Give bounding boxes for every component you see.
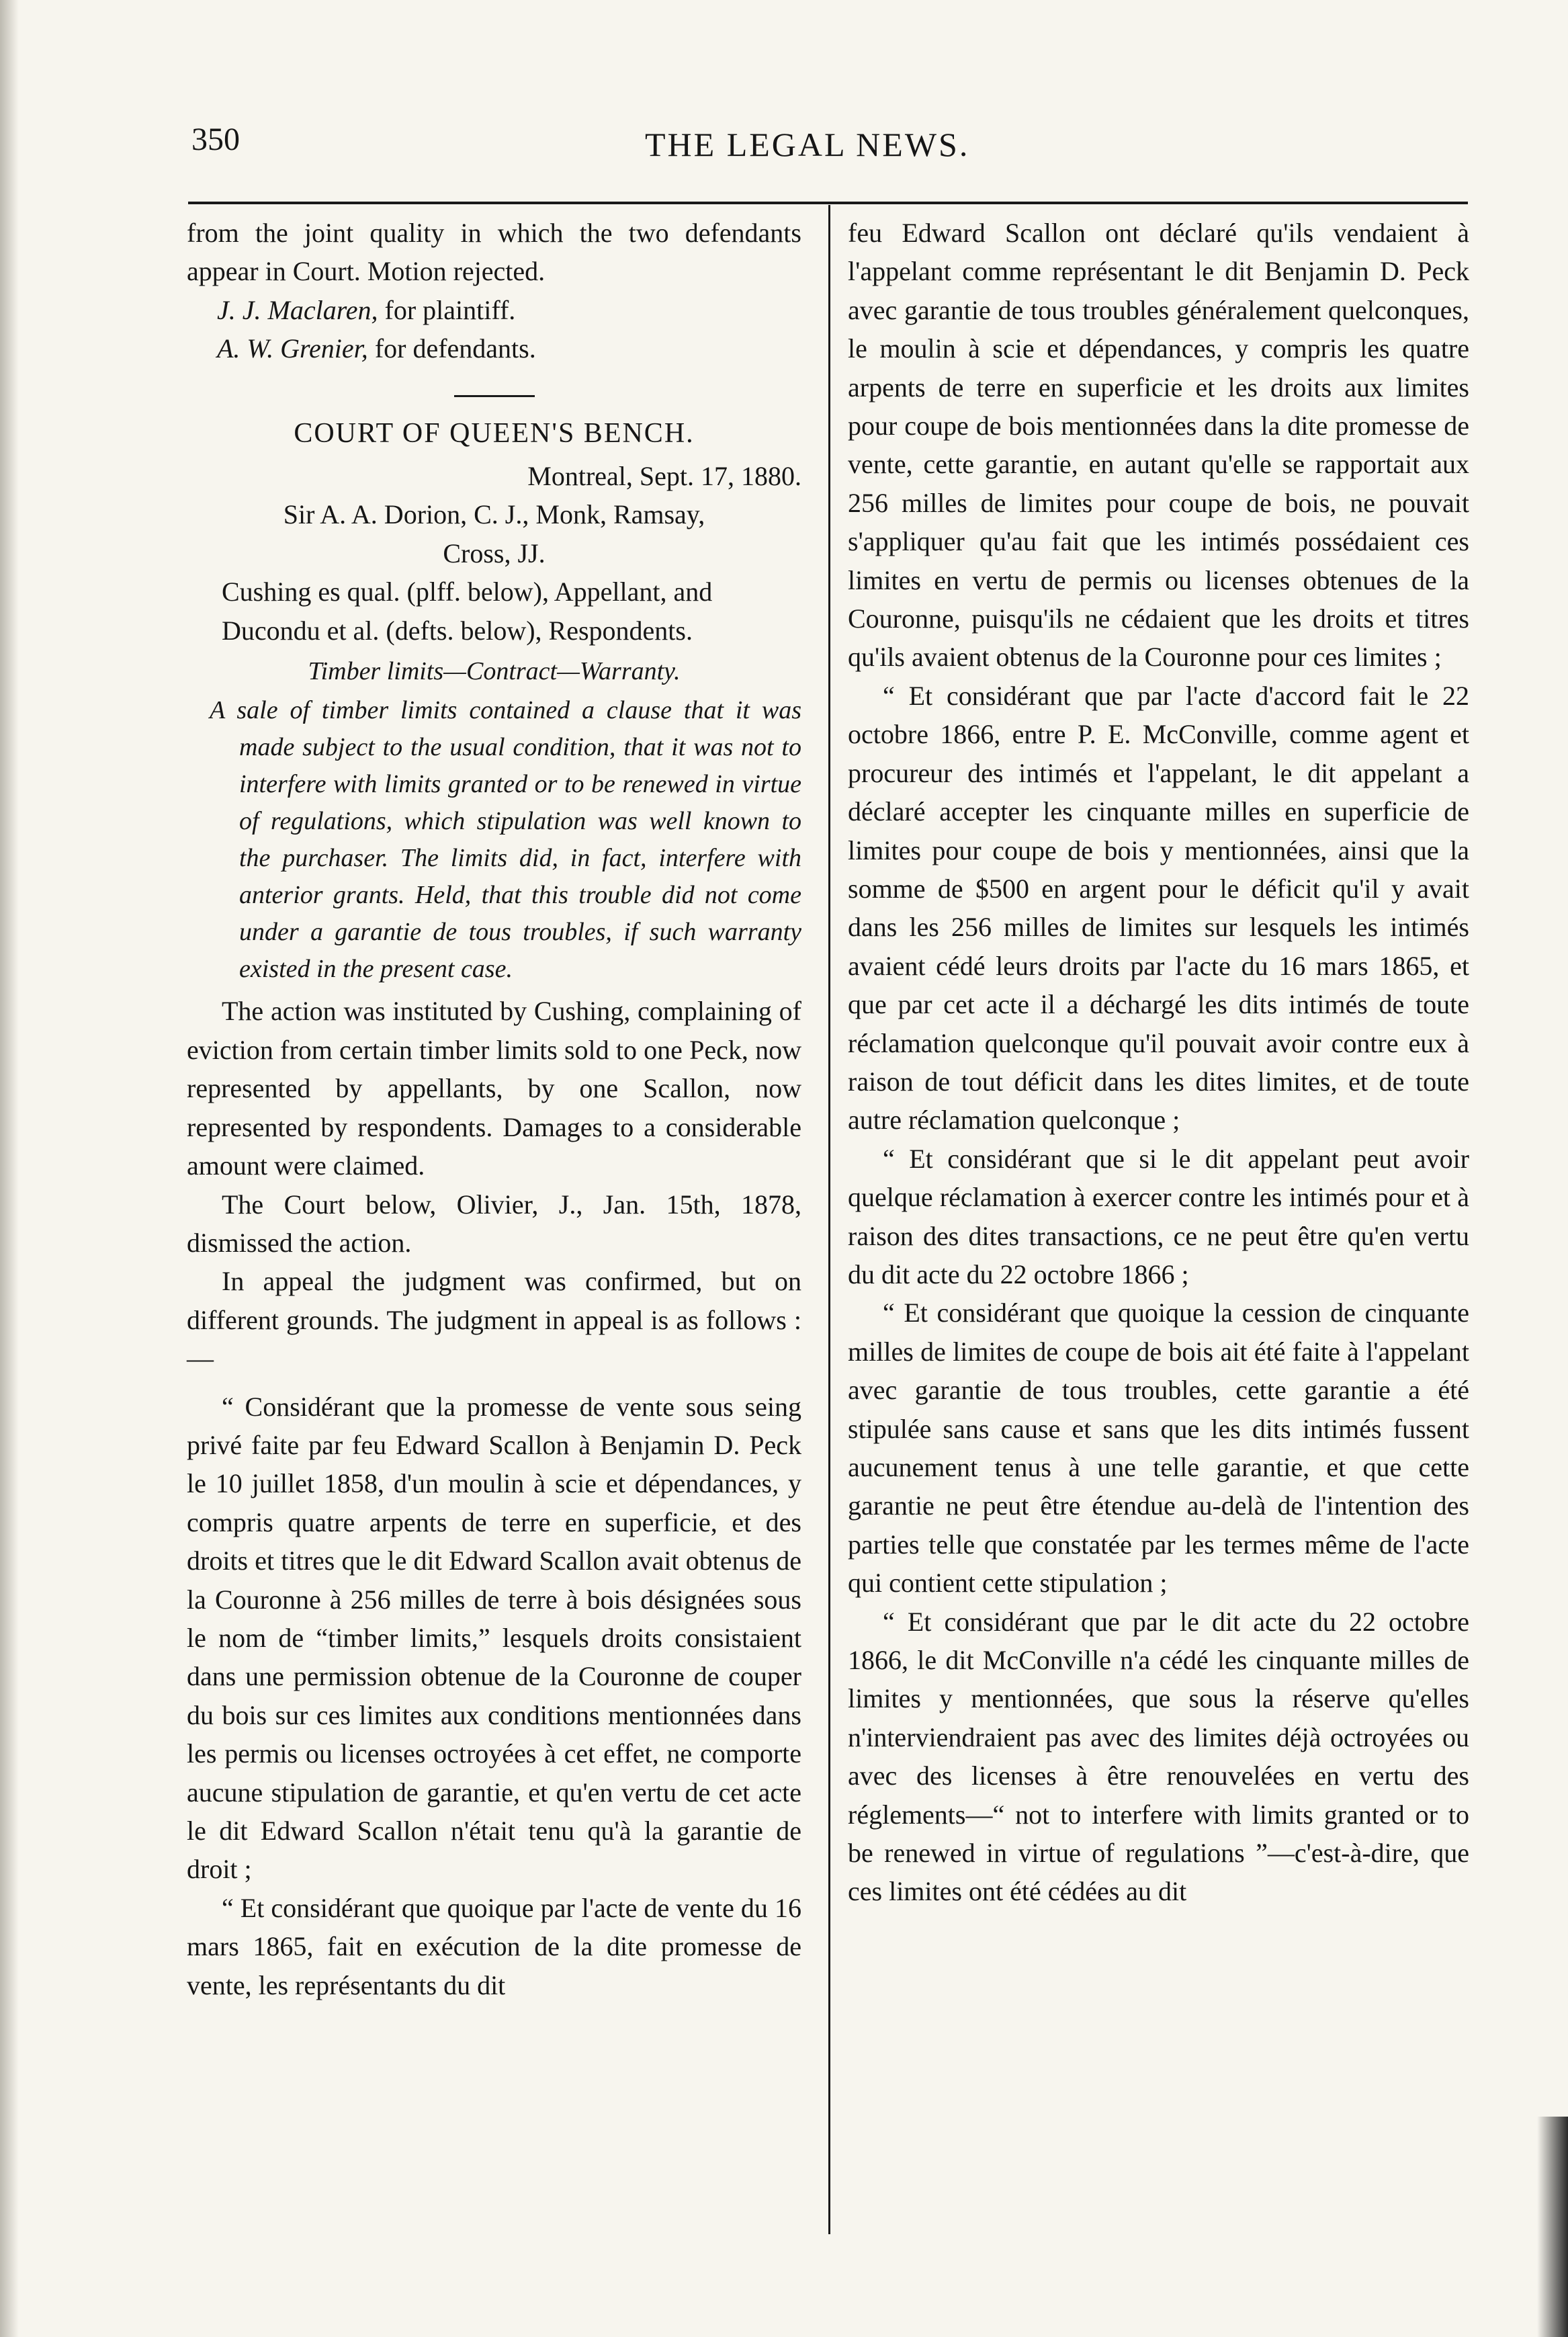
- judgment-paragraph-4: “ Et considérant que si le dit appelant peut avoir quelque réclamation à exercer contre les intimés pour et à raison des dites transactions, ce ne peut être qu'en vertu du dit acte du 22 octobre 1866 ;: [848, 1143, 1469, 1289]
- left-column: [187, 214, 801, 2004]
- judgment-paragraph-6: “ Et considérant que par le dit acte du 22 octobre 1866, le dit McConville n'a cédé les cinquante milles de limites y mentionnées, que sous la réserve qu'elles n'interviendraient pas avec des limites déjà octroyées ou avec des licenses à être renouvelées en vertu des réglements—“ not to interfere with limits granted or to be renewed in virtue of regulations ”—c'est-à-dire, que ces limites ont été cédées au dit: [848, 1606, 1469, 1907]
- judges-line-2: Cross, JJ.: [443, 538, 546, 568]
- judges-line-1: Sir A. A. Dorion, C. J., Monk, Ramsay,: [283, 499, 705, 530]
- counsel-plaintiff-name: J. J. Maclaren,: [217, 294, 378, 325]
- parties-line-2: Ducondu et al. (defts. below), Respondents.: [222, 615, 693, 646]
- body-paragraph-1: The action was instituted by Cushing, complaining of eviction from certain timber limits sold to one Peck, now represented by appellants, by one Scallon, now represented by respondents. Damages to a considerable amount were claimed.: [187, 996, 801, 1181]
- column-divider: [828, 205, 830, 2234]
- page-edge-shadow: [0, 0, 19, 2337]
- opening-paragraph: from the joint quality in which the two defendants appear in Court. Motion rejected.: [187, 218, 801, 287]
- counsel-plaintiff-role: for plaintiff.: [378, 294, 516, 325]
- judgment-paragraph-5: “ Et considérant que quoique la cession de cinquante milles de limites de coupe de bois ait été faite à l'appelant avec garantie de tous troubles, cette garantie a été stipulée sans cause et sans que les dits intimés fussent aucunement tenus à une telle garantie, et que cette garantie ne peut être étendue au-delà de l'intention des parties telle que constatée par les termes même de l'acte qui contient cette stipulation ;: [848, 1298, 1469, 1599]
- judgment-paragraph-2: “ Et considérant que quoique par l'acte de vente du 16 mars 1865, fait en exécution de la dite promesse de vente, les représentants du dit: [187, 1892, 801, 2000]
- headnote: A sale of timber limits contained a clause that it was made subject to the usual condition, that it was not to interfere with limits granted or to be renewed in virtue of regulations, which stipulation was well known to the purchaser. The limits did, in fact, interfere with anterior grants. Held, that this trouble did not come under a garantie de tous troubles, if such warranty existed in the present case.: [210, 696, 801, 984]
- parties-line-1: Cushing es qual. (plff. below), Appellant, and: [222, 577, 713, 607]
- section-divider: [454, 395, 535, 397]
- right-column: [848, 214, 1469, 1911]
- counsel-defendants: [187, 329, 801, 368]
- judgment-paragraph-3: “ Et considérant que par l'acte d'accord fait le 22 octobre 1866, entre P. E. McConville, comme agent et procureur des intimés et l'appelant, le dit appelant a déclaré accepter les cinquante milles en superficie de limites pour coupe de bois y mentionnées, ainsi que la somme de $500 en argent pour le déficit qu'il y avait dans les 256 milles de limites sur lesquels les intimés avaient cédé leurs droits par l'acte du 16 mars 1865, et que par cet acte il a déchargé les dits intimés de toute réclamation quelconque qu'il pouvait avoir contre eux à raison de tout déficit dans les dites limites, et de toute autre réclamation quelconque ;: [848, 680, 1469, 1136]
- court-title: COURT OF QUEEN'S BENCH.: [294, 417, 695, 449]
- counsel-plaintiff: [187, 291, 801, 329]
- page-corner-shadow: [1537, 2117, 1568, 2337]
- judgment-paragraph-2-cont: feu Edward Scallon ont déclaré qu'ils vendaient à l'appelant comme représentant le dit Benjamin D. Peck avec garantie de tous troubles généralement quelconques, le moulin à scie et dépendances, y compris les quatre arpents de terre en superficie et les droits aux limites pour coupe de bois mentionnées dans la dite promesse de vente, cette garantie, en autant qu'elle se rapportait aux 256 milles de limites pour coupe de bois, ne pouvait s'appliquer qu'au fait que les intimés possédaient ces limites en vertu de permis ou licenses obtenues de la Couronne, puisqu'ils ne cédaient que les droits et titres qu'ils avaient obtenus de la Couronne pour ces limites ;: [848, 218, 1469, 673]
- counsel-defendants-role: for defendants.: [367, 333, 536, 364]
- running-title: THE LEGAL NEWS.: [645, 126, 970, 163]
- judgment-paragraph-1: “ Considérant que la promesse de vente sous seing privé faite par feu Edward Scallon à Benjamin D. Peck le 10 juillet 1858, d'un moulin à scie et dépendances, y compris quatre arpents de terre en superficie, et des droits et titres que le dit Edward Scallon avait obtenus de la Couronne à 256 milles de terre à bois désignées sous le nom de “timber limits,” lesquels droits consistaient dans une permission obtenue de la Couronne de couper du bois sur ces limites aux conditions mentionnées dans les permis ou licenses octroyées à cet effet, ne comporte aucune stipulation de garantie, et qu'en vertu de cet acte le dit Edward Scallon n'était tenu qu'à la garantie de droit ;: [187, 1391, 801, 1885]
- place-date: Montreal, Sept. 17, 1880.: [527, 461, 801, 492]
- page-number: 350: [191, 122, 240, 157]
- counsel-defendants-name: A. W. Grenier,: [217, 333, 368, 364]
- body-paragraph-3: In appeal the judgment was confirmed, but on different grounds. The judgment in appeal is as follows :—: [187, 1266, 801, 1374]
- body-paragraph-2: The Court below, Olivier, J., Jan. 15th, 1878, dismissed the action.: [187, 1189, 801, 1258]
- header-rule: [188, 202, 1468, 204]
- case-subject: Timber limits—Contract—Warranty.: [308, 657, 681, 686]
